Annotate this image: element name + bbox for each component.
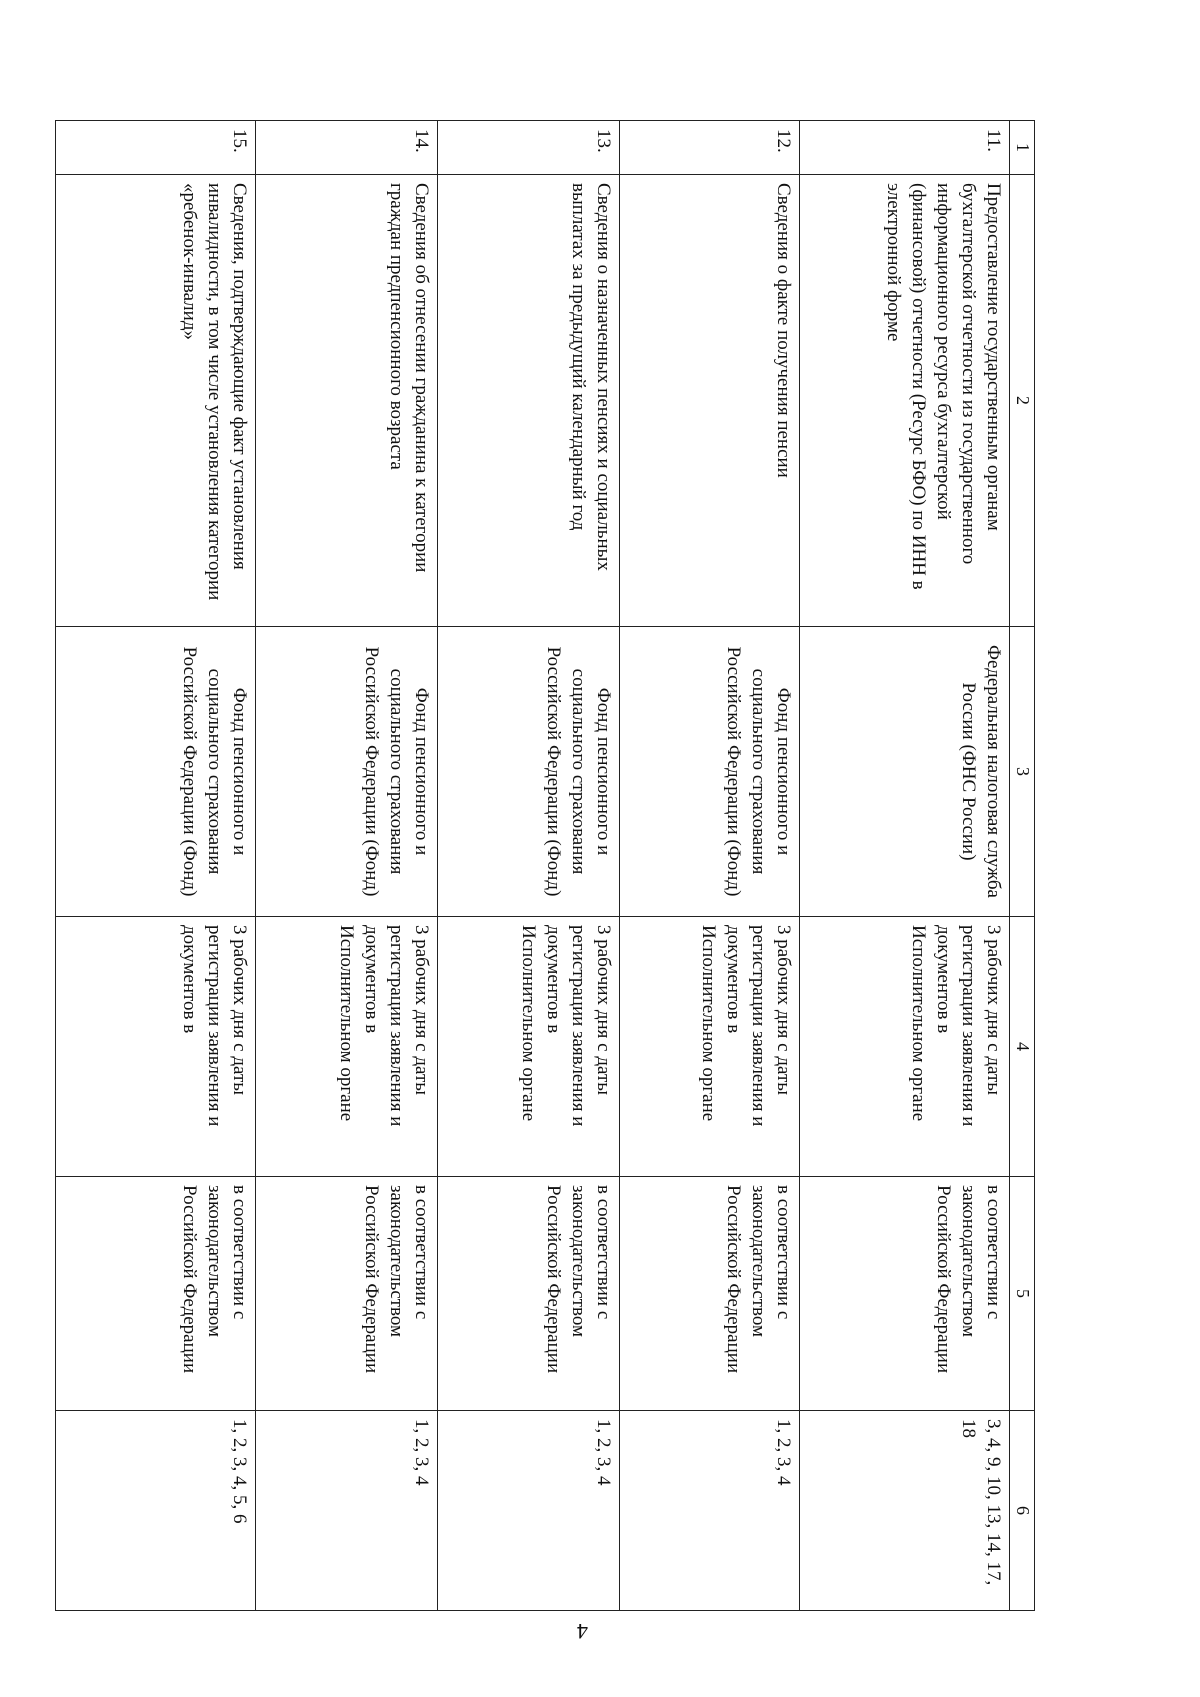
table-row bbox=[800, 121, 1010, 1611]
table-row bbox=[438, 121, 620, 1611]
items-cell: 1, 2, 3, 4 bbox=[438, 1411, 620, 1611]
provider-cell: Фонд пенсионного и социального страхования Российской Федерации (Фонд) bbox=[438, 627, 620, 917]
header-cell-3: 3 bbox=[1010, 627, 1035, 917]
term-cell: 3 рабочих дня с даты регистрации заявления и документов в Исполнительном органе bbox=[256, 917, 438, 1177]
basis-cell: в соответствии с законодательством Российской Федерации bbox=[438, 1177, 620, 1411]
rotated-page-content bbox=[55, 120, 1035, 1610]
info-cell: Сведения об отнесении гражданина к категории граждан предпенсионного возраста bbox=[256, 175, 438, 627]
provider-cell: Фонд пенсионного и социального страхования Российской Федерации (Фонд) bbox=[56, 627, 256, 917]
header-cell-2: 2 bbox=[1010, 175, 1035, 627]
header-cell-4: 4 bbox=[1010, 917, 1035, 1177]
items-cell: 1, 2, 3, 4 bbox=[620, 1411, 800, 1611]
basis-cell: в соответствии с законодательством Российской Федерации bbox=[56, 1177, 256, 1411]
provider-cell: Фонд пенсионного и социального страхования Российской Федерации (Фонд) bbox=[620, 627, 800, 917]
header-cell-5: 5 bbox=[1010, 1177, 1035, 1411]
table-row bbox=[620, 121, 800, 1611]
info-cell: Сведения, подтверждающие факт установления инвалидности, в том числе установления категории «ребенок-инвалид» bbox=[56, 175, 256, 627]
term-cell: 3 рабочих дня с даты регистрации заявления и документов в Исполнительном органе bbox=[438, 917, 620, 1177]
table-row bbox=[256, 121, 438, 1611]
page-number: 4 bbox=[577, 1619, 588, 1644]
term-cell: 3 рабочих дня с даты регистрации заявления и документов в Исполнительном органе bbox=[620, 917, 800, 1177]
basis-cell: в соответствии с законодательством Российской Федерации bbox=[800, 1177, 1010, 1411]
term-cell: 3 рабочих дня с даты регистрации заявления и документов в bbox=[56, 917, 256, 1177]
data-table bbox=[55, 120, 1035, 1611]
header-cell-6: 6 bbox=[1010, 1411, 1035, 1611]
row-number: 11. bbox=[800, 121, 1010, 175]
basis-cell: в соответствии с законодательством Российской Федерации bbox=[620, 1177, 800, 1411]
items-cell: 3, 4, 9, 10, 13, 14, 17, 18 bbox=[800, 1411, 1010, 1611]
row-number: 12. bbox=[620, 121, 800, 175]
items-cell: 1, 2, 3, 4 bbox=[256, 1411, 438, 1611]
table-row bbox=[56, 121, 256, 1611]
row-number: 13. bbox=[438, 121, 620, 175]
header-row bbox=[1010, 121, 1035, 1611]
items-cell: 1, 2, 3, 4, 5, 6 bbox=[56, 1411, 256, 1611]
row-number: 15. bbox=[56, 121, 256, 175]
header-cell-1: 1 bbox=[1010, 121, 1035, 175]
row-number: 14. bbox=[256, 121, 438, 175]
term-cell: 3 рабочих дня с даты регистрации заявления и документов в Исполнительном органе bbox=[800, 917, 1010, 1177]
provider-cell: Фонд пенсионного и социального страхования Российской Федерации (Фонд) bbox=[256, 627, 438, 917]
info-cell: Предоставление государственным органам бухгалтерской отчетности из государственного информационного ресурса бухгалтерской (финансовой) отчетности (Ресурс БФО) по ИНН в электронной форме bbox=[800, 175, 1010, 627]
basis-cell: в соответствии с законодательством Российской Федерации bbox=[256, 1177, 438, 1411]
info-cell: Сведения о факте получения пенсии bbox=[620, 175, 800, 627]
provider-cell: Федеральная налоговая служба России (ФНС России) bbox=[800, 627, 1010, 917]
info-cell: Сведения о назначенных пенсиях и социальных выплатах за предыдущий календарный год bbox=[438, 175, 620, 627]
